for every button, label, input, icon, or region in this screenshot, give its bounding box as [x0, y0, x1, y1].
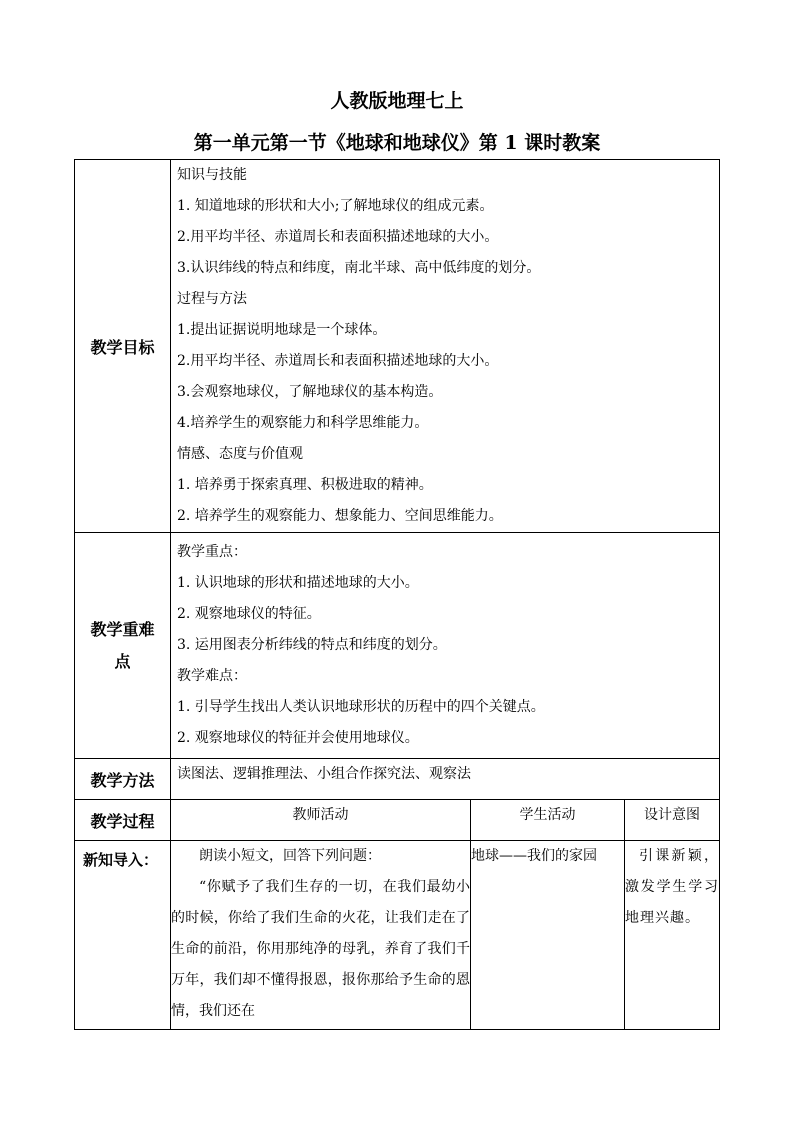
design-intent-header: 设计意图 — [625, 800, 720, 841]
objectives-line: 2. 培养学生的观察能力、想象能力、空间思维能力。 — [177, 508, 503, 524]
teacher-activity-header: 教师活动 — [171, 800, 471, 841]
keypoints-content — [171, 533, 720, 759]
keypoints-line: 教学重点： — [177, 544, 247, 560]
intro-design-cell: 引课新颖，激发学生学习地理兴趣。 — [625, 841, 720, 1030]
keypoints-line: 2. 观察地球仪的特征。 — [177, 606, 321, 622]
lesson-plan-table — [74, 159, 720, 1030]
intro-teacher-prompt: 朗读小短文，回答下列问题： — [199, 848, 381, 864]
document-title: 人教版地理七上 — [330, 90, 464, 112]
process-header-row — [75, 800, 720, 841]
objectives-line: 情感、态度与价值观 — [177, 446, 303, 462]
intro-teacher-passage: “你赋予了我们生存的一切，在我们最幼小的时候，你给了我们生命的火花，让我们走在了生命的前沿，你用那纯净的母乳，养育了我们千万年，我们却不懂得报恩，报你那给予生命的恩情，我们还在 — [171, 879, 470, 1019]
methods-content — [171, 759, 720, 800]
objectives-line: 3.会观察地球仪，了解地球仪的基本构造。 — [177, 384, 443, 400]
keypoints-line: 教学难点： — [177, 668, 247, 684]
objectives-row — [75, 160, 720, 533]
keypoints-line: 3. 运用图表分析纬线的特点和纬度的划分。 — [177, 637, 447, 653]
objectives-label: 教学目标 — [75, 160, 171, 533]
objectives-line: 1. 知道地球的形状和大小;了解地球仪的组成元素。 — [177, 198, 494, 214]
document-subtitle: 第一单元第一节《地球和地球仪》第 1 课时教案 — [193, 132, 601, 154]
objectives-line: 4.培养学生的观察能力和科学思维能力。 — [177, 415, 429, 431]
methods-text: 读图法、逻辑推理法、小组合作探究法、观察法 — [177, 766, 471, 782]
methods-label: 教学方法 — [75, 759, 171, 800]
objectives-line: 1.提出证据说明地球是一个球体。 — [177, 322, 387, 338]
keypoints-line: 2. 观察地球仪的特征并会使用地球仪。 — [177, 730, 419, 746]
intro-label: 新知导入： — [75, 841, 171, 1030]
objectives-line: 2.用平均半径、赤道周长和表面积描述地球的大小。 — [177, 229, 499, 245]
keypoints-line: 1. 认识地球的形状和描述地球的大小。 — [177, 575, 419, 591]
intro-student-cell: 地球——我们的家园 — [471, 841, 625, 1030]
student-activity-header: 学生活动 — [471, 800, 625, 841]
objectives-line: 知识与技能 — [177, 167, 247, 183]
objectives-content — [171, 160, 720, 533]
intro-row — [75, 841, 720, 1030]
process-label: 教学过程 — [75, 800, 171, 841]
methods-row — [75, 759, 720, 800]
objectives-line: 2.用平均半径、赤道周长和表面积描述地球的大小。 — [177, 353, 499, 369]
intro-teacher-cell — [171, 841, 471, 1030]
objectives-line: 过程与方法 — [177, 291, 247, 307]
keypoints-label: 教学重难点 — [75, 533, 171, 759]
objectives-line: 3.认识纬线的特点和纬度，南北半球、高中低纬度的划分。 — [177, 260, 541, 276]
keypoints-row — [75, 533, 720, 759]
objectives-line: 1. 培养勇于探索真理、积极进取的精神。 — [177, 477, 433, 493]
keypoints-line: 1. 引导学生找出人类认识地球形状的历程中的四个关键点。 — [177, 699, 545, 715]
